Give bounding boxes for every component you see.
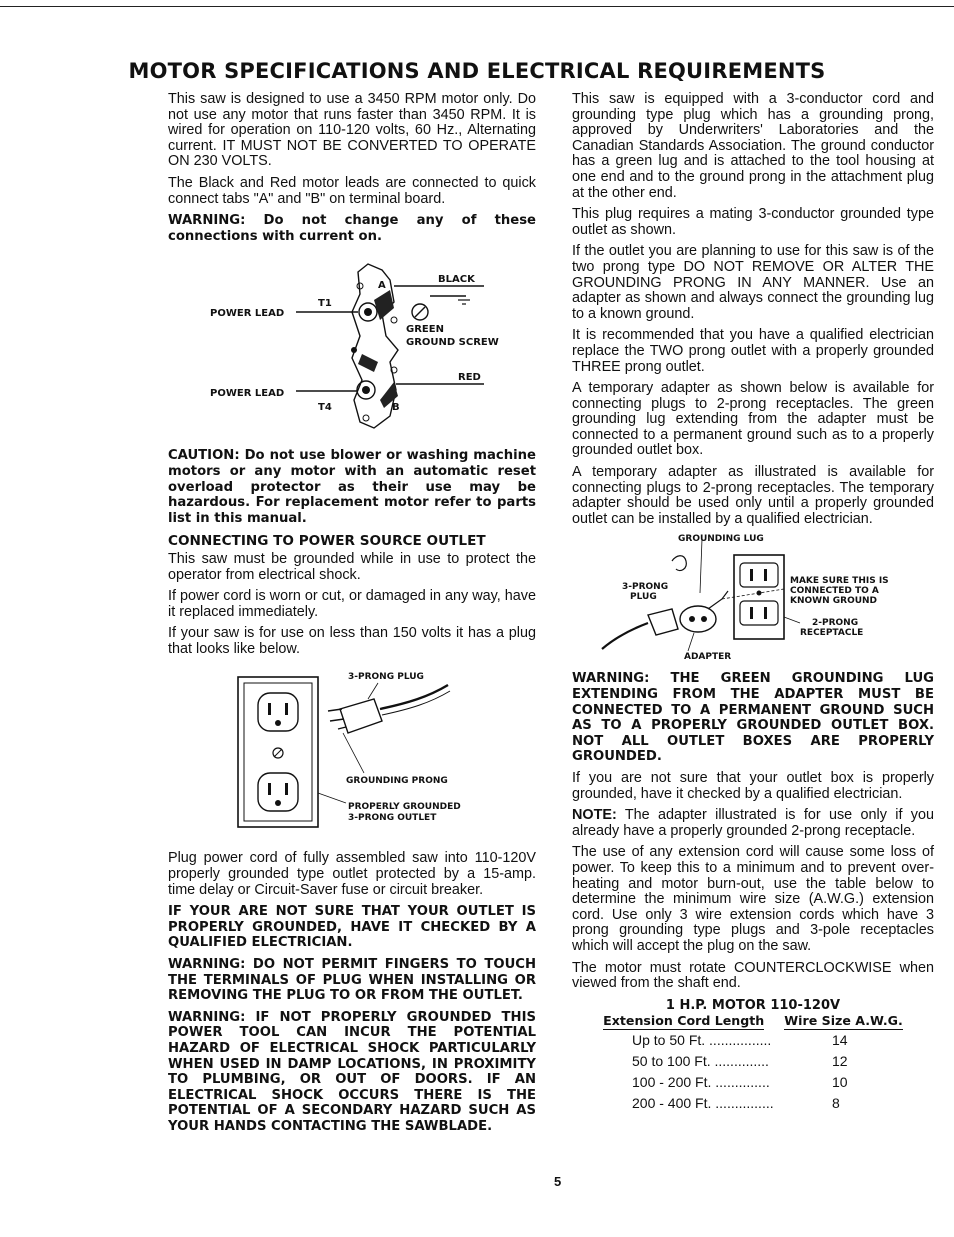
- page-title: MOTOR SPECIFICATIONS AND ELECTRICAL REQUIREMENTS: [128, 59, 826, 83]
- make-sure-label-1: MAKE SURE THIS IS: [790, 576, 889, 587]
- a-label: A: [378, 280, 386, 292]
- outlet-label-line1: PROPERLY GROUNDED: [348, 802, 461, 813]
- t1-label: T1: [318, 298, 332, 310]
- page-number: 5: [554, 1174, 562, 1189]
- grounding-hazard-warning: WARNING: IF NOT PROPERLY GROUNDED THIS POWER TOOL CAN INCUR THE POTENTIAL HAZARD OF ELECTRICAL SHOCK PARTICULARLY WHEN USED IN DAMP LOCATIONS, IN PROXIMITY TO PLUMBING, OR OUT OF DOORS. IF AN ELECTRICAL SHOCK OCCURS THERE IS THE POTENTIAL OF A SECONDARY HAZARD SUCH AS YOUR HANDS CONTACTING THE SAWBLADE.: [168, 1009, 536, 1134]
- extension-cord-paragraph: The use of any extension cord will cause some loss of power. To keep this to a minimum and to prevent over-heating and motor burn-out, use the table below to determine the minimum wire size (A.W.G.) extension cord. Use only 3 wire extension cords which have 3 prong grounding type plugs and 3-pole receptacles which will accept the plug on the saw.: [572, 844, 934, 954]
- grounding-lug-warning: WARNING: THE GREEN GROUNDING LUG EXTENDING FROM THE ADAPTER MUST BE CONNECTED TO A PERMANENT GROUND SUCH AS TO A PROPERLY GROUNDED OUTLET BOX. NOT ALL OUTLET BOXES ARE PROPERLY GROUNDED.: [572, 671, 934, 765]
- table-col-length: Extension Cord Length: [603, 1013, 765, 1029]
- adapter-label: ADAPTER: [684, 652, 732, 663]
- mating-outlet-paragraph: This plug requires a mating 3-conductor grounded type outlet as shown.: [572, 206, 934, 238]
- note-label: NOTE:: [572, 807, 617, 824]
- rotation-paragraph: The motor must rotate COUNTERCLOCKWISE when viewed from the shaft end.: [572, 959, 934, 992]
- grounding-paragraph: This saw must be grounded while in use to protect the operator from electrical shock.: [168, 550, 536, 583]
- table-header: [572, 1013, 934, 1030]
- outlet-diagram: [168, 663, 536, 843]
- two-prong-label-2: RECEPTACLE: [800, 628, 864, 639]
- three-prong-label-1: 3-PRONG: [622, 582, 669, 593]
- table-col-wire-size: Wire Size A.W.G.: [784, 1013, 903, 1029]
- grounding-prong-label: GROUNDING PRONG: [346, 776, 448, 787]
- adapter-paragraph-2: A temporary adapter as illustrated is available for connecting plugs to 2-prong receptacles. The temporary adapter should be used only until a properly grounded outlet can be installed by a qualified electrician.: [572, 464, 934, 527]
- top-rule: [0, 6, 954, 7]
- extension-cord-table: [572, 998, 934, 1114]
- caution-paragraph: CAUTION: Do not use blower or washing machine motors or any motor with an automatic reset overload protector as their use may be hazardous. For replacement motor refer to parts list in this manual.: [168, 448, 536, 526]
- table-row: 100 - 200 Ft. .............. 10: [632, 1073, 848, 1090]
- plug-paragraph: If your saw is for use on less than 150 volts it has a plug that looks like below.: [168, 625, 536, 657]
- table-row: Up to 50 Ft. ................ 14: [632, 1031, 848, 1048]
- section-heading: CONNECTING TO POWER SOURCE OUTLET: [168, 533, 486, 550]
- grounding-lug-label: GROUNDING LUG: [678, 534, 764, 545]
- red-lead-label: RED: [458, 372, 481, 384]
- three-prong-plug-label: 3-PRONG PLUG: [348, 672, 424, 683]
- motor-leads-paragraph: The Black and Red motor leads are connected to quick connect tabs "A" and "B" on terminal board.: [168, 174, 536, 207]
- outlet-check-warning: IF YOUR ARE NOT SURE THAT YOUR OUTLET IS PROPERLY GROUNDED, HAVE IT CHECKED BY A QUALIFIED ELECTRICIAN.: [168, 904, 536, 951]
- outlet-box-paragraph: If you are not sure that your outlet box is properly grounded, have it checked by a qualified electrician.: [572, 770, 934, 802]
- plug-in-paragraph: Plug power cord of fully assembled saw into 110-120V properly grounded type outlet protected by a 15-amp. time delay or Circuit-Saver fuse or circuit breaker.: [168, 850, 536, 898]
- black-lead-label: BLACK: [438, 274, 475, 286]
- electrician-paragraph: It is recommended that you have a qualified electrician replace the TWO prong outlet with a properly grounded THREE prong outlet.: [572, 327, 934, 375]
- fingers-warning: WARNING: DO NOT PERMIT FINGERS TO TOUCH THE TERMINALS OF PLUG WHEN INSTALLING OR REMOVING THE PLUG TO OR FROM THE OUTLET.: [168, 957, 536, 1004]
- make-sure-label-2: CONNECTED TO A: [790, 586, 879, 597]
- green-label: GREEN: [406, 324, 444, 336]
- table-row: 200 - 400 Ft. ............... 8: [632, 1094, 840, 1111]
- ground-screw-label: GROUND SCREW: [406, 337, 499, 349]
- b-label: B: [392, 402, 400, 414]
- power-lead-label-2: POWER LEAD: [210, 388, 285, 400]
- table-title: 1 H.P. MOTOR 110-120V: [665, 997, 841, 1013]
- two-prong-paragraph: If the outlet you are planning to use for this saw is of the two prong type DO NOT REMOVE OR ALTER THE GROUNDING PRONG IN ANY MANNER. Use an adapter as shown and always connect the grounding lug to a known ground.: [572, 243, 934, 322]
- t4-label: T4: [318, 402, 332, 414]
- cord-description-paragraph: This saw is equipped with a 3-conductor cord and grounding type plug which has a grounding prong, approved by Underwriters' Laboratories and the Canadian Standards Association. The ground conductor has a green lug and is attached to the tool housing at one end and to the ground prong in the attachment plug at the other end.: [572, 91, 934, 201]
- make-sure-label-3: KNOWN GROUND: [790, 596, 878, 607]
- note-text: The adapter illustrated is for use only if you already have a properly grounded 2-prong receptacle.: [572, 807, 934, 839]
- two-prong-label-1: 2-PRONG: [812, 618, 859, 629]
- left-column: [168, 92, 536, 1141]
- outlet-label-line2: 3-PRONG OUTLET: [348, 813, 437, 824]
- connection-warning: WARNING: Do not change any of these connections with current on.: [168, 213, 536, 244]
- note-paragraph: [572, 808, 934, 839]
- power-lead-label-1: POWER LEAD: [210, 308, 285, 320]
- table-row: 50 to 100 Ft. .............. 12: [632, 1052, 848, 1069]
- motor-spec-paragraph: This saw is designed to use a 3450 RPM motor only. Do not use any motor that runs faster than 3450 RPM. It is wired for operation on 110-120 volts, 60 Hz., Alternating current. IT MUST NOT BE CONVERTED TO OPERATE ON 230 VOLTS.: [168, 91, 536, 170]
- adapter-paragraph-1: A temporary adapter as shown below is available for connecting plugs to 2-prong receptacles. The green grounding lug extending from the adapter must be connected to a permanent ground such as to a properly grounded outlet box.: [572, 380, 934, 459]
- terminal-board-diagram: [168, 250, 536, 440]
- three-prong-label-2: PLUG: [630, 592, 657, 603]
- cord-paragraph: If power cord is worn or cut, or damaged in any way, have it replaced immediately.: [168, 588, 536, 620]
- adapter-diagram: [572, 533, 934, 663]
- right-column: [572, 92, 934, 1114]
